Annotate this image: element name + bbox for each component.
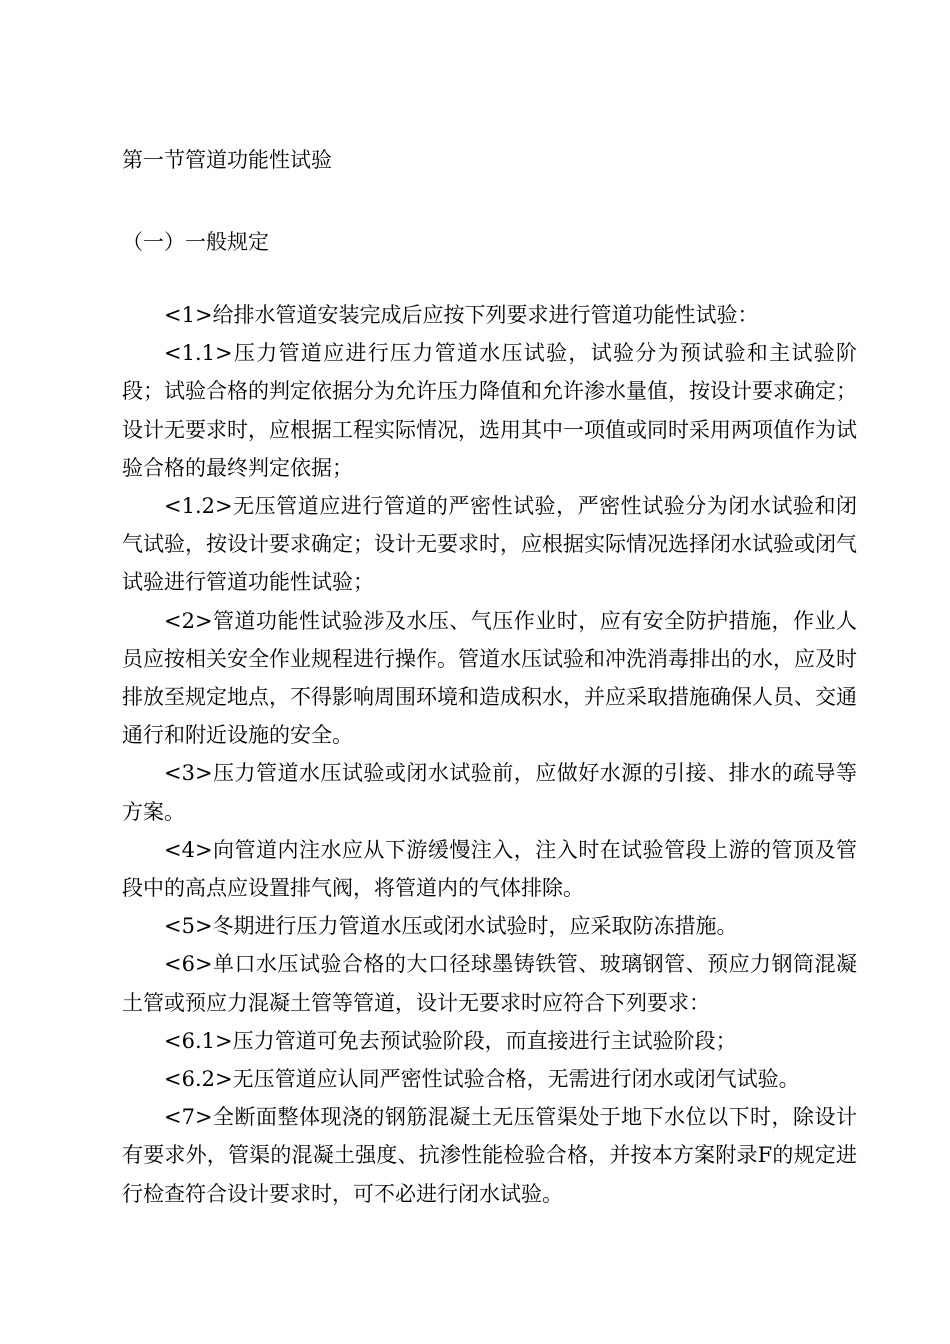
paragraph-4: <4>向管道内注水应从下游缓慢注入，注入时在试验管段上游的管顶及管段中的高点应设置排气阀，将管道内的气体排除。 (122, 837, 857, 901)
paragraph-1-2: <1.2>无压管道应进行管道的严密性试验，严密性试验分为闭水试验和闭气试验，按设计要求确定；设计无要求时，应根据实际情况选择闭水试验或闭气试验进行管道功能性试验； (122, 494, 857, 595)
paragraph-2: <2>管道功能性试验涉及水压、气压作业时，应有安全防护措施，作业人员应按相关安全作业规程进行操作。管道水压试验和冲洗消毒排出的水，应及时排放至规定地点，不得影响周围环境和造成积水，并应采取措施确保人员、交通通行和附近设施的安全。 (122, 608, 857, 748)
paragraph-1: <1>给排水管道安装完成后应按下列要求进行管道功能性试验： (164, 303, 759, 327)
section-title: 第一节管道功能性试验 (122, 148, 332, 172)
paragraph-7: <7>全断面整体现浇的钢筋混凝土无压管渠处于地下水位以下时，除设计有要求外，管渠的混凝土强度、抗渗性能检验合格，并按本方案附录F的规定进行检查符合设计要求时，可不必进行闭水试验。 (122, 1105, 857, 1206)
paragraph-1-1: <1.1>压力管道应进行压力管道水压试验，试验分为预试验和主试验阶段；试验合格的判定依据分为允许压力降值和允许渗水量值，按设计要求确定；设计无要求时，应根据工程实际情况，选用其中一项值或同时采用两项值作为试验合格的最终判定依据； (122, 341, 857, 480)
paragraph-5: <5>冬期进行压力管道水压或闭水试验时，应采取防冻措施。 (164, 914, 738, 939)
paragraph-6-1: <6.1>压力管道可免去预试验阶段，而直接进行主试验阶段； (164, 1028, 737, 1053)
paragraph-6-2: <6.2>无压管道应认同严密性试验合格，无需进行闭水或闭气试验。 (164, 1067, 800, 1092)
sub-title: （一）一般规定 (122, 230, 269, 254)
paragraph-6: <6>单口水压试验合格的大口径球墨铸铁管、玻璃钢管、预应力钢筒混凝土管或预应力混凝土管等管道，设计无要求时应符合下列要求： (122, 952, 857, 1015)
body-text (122, 296, 857, 1213)
paragraph-3: <3>压力管道水压试验或闭水试验前，应做好水源的引接、排水的疏导等方案。 (122, 761, 857, 824)
